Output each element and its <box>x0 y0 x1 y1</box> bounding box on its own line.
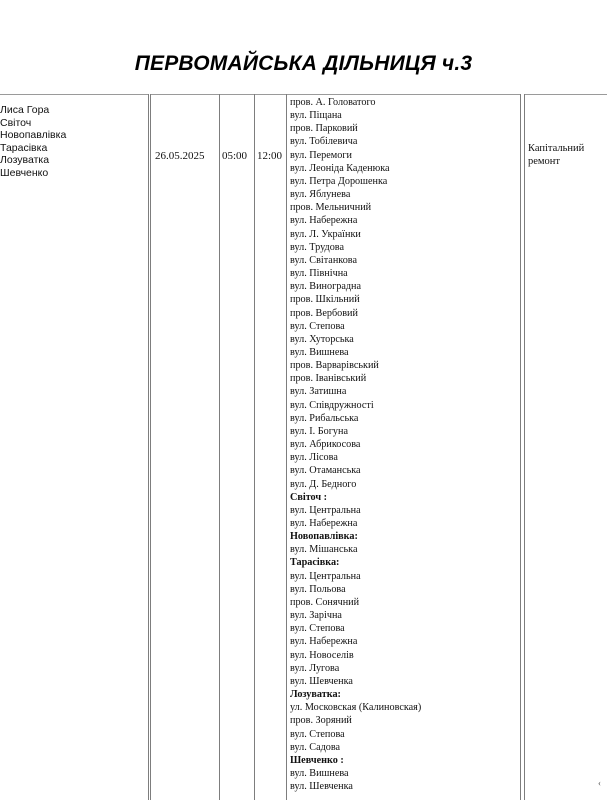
street-item: вул. Польова <box>290 583 346 595</box>
street-item: вул. Тобілевича <box>290 136 358 148</box>
villages-cell <box>0 104 148 179</box>
village-header: Шевченко : <box>290 754 344 766</box>
street-item: вул. Виноградна <box>290 281 362 293</box>
outage-date: 26.05.2025 <box>155 150 205 162</box>
village-name: Шевченко <box>0 166 49 179</box>
street-item: пров. Мельничний <box>290 202 372 214</box>
street-item: вул. І. Богуна <box>290 425 348 437</box>
street-item: вул. Центральна <box>290 570 361 582</box>
work-type-line: ремонт <box>528 155 561 167</box>
street-item: вул. Петра Дорошенка <box>290 175 388 187</box>
street-item: вул. Перемоги <box>290 149 352 161</box>
village-header: Світоч : <box>290 491 328 503</box>
street-item: вул. Співдружності <box>290 399 374 411</box>
street-item: вул. Світанкова <box>290 254 357 266</box>
street-item: вул. Д. Бедного <box>290 478 357 490</box>
street-item: вул. Рибальська <box>290 412 359 424</box>
column-divider <box>148 94 149 800</box>
column-divider <box>219 94 220 800</box>
street-item: вул. Набережна <box>290 518 358 529</box>
street-item: вул. Піщана <box>290 110 342 122</box>
street-item: вул. Трудова <box>290 241 345 253</box>
street-item: пров. Варварівський <box>290 360 379 372</box>
work-type-cell <box>528 143 584 168</box>
street-item: вул. Вишнева <box>290 767 349 779</box>
street-item: вул. Яблунева <box>290 189 351 201</box>
column-divider <box>254 94 255 800</box>
street-item: вул. Степова <box>290 728 345 740</box>
street-item: вул. Леоніда Каденюка <box>290 162 390 174</box>
street-item: ул. Московская (Калиновская) <box>290 702 422 714</box>
street-item: вул. Шевченка <box>290 781 353 793</box>
street-item: вул. Лугова <box>290 662 340 674</box>
street-item: пров. Шкільний <box>290 294 360 306</box>
table-top-border <box>150 94 520 95</box>
page-title: ПЕРВОМАЙСЬКА ДІЛЬНИЦЯ ч.3 <box>134 52 473 75</box>
table-top-border <box>0 94 148 95</box>
column-divider <box>520 94 521 800</box>
street-item: вул. Набережна <box>290 636 358 648</box>
street-item: вул. Отаманська <box>290 465 361 477</box>
table-top-border <box>524 94 607 95</box>
village-header: Новопавлівка: <box>290 531 358 543</box>
street-item: вул. Зарічна <box>290 610 342 622</box>
village-header: Лозуватка: <box>290 689 341 701</box>
street-item: вул. Затишна <box>290 386 347 398</box>
street-item: пров. Іванівський <box>290 373 367 385</box>
street-item: вул. Лісова <box>290 452 338 464</box>
work-type-line: Капітальний <box>528 143 585 154</box>
village-header: Тарасівка: <box>290 557 340 569</box>
village-name: Новопавлівка <box>0 129 67 141</box>
time-to: 12:00 <box>257 150 283 162</box>
street-item: пров. Зоряний <box>290 715 352 727</box>
street-item: пров. А. Головатого <box>290 97 376 108</box>
street-item: вул. Садова <box>290 741 341 753</box>
column-divider <box>150 94 151 800</box>
village-name: Світоч <box>0 116 32 129</box>
street-item: вул. Степова <box>290 320 345 332</box>
street-item: вул. Шевченка <box>290 675 353 687</box>
street-item: вул. Центральна <box>290 504 361 516</box>
village-name: Лиса Гора <box>0 104 50 116</box>
street-item: вул. Північна <box>290 268 348 280</box>
street-item: вул. Мішанська <box>290 544 358 556</box>
street-item: вул. Степова <box>290 623 345 635</box>
time-from: 05:00 <box>222 150 248 162</box>
street-item: вул. Вишнева <box>290 346 349 358</box>
corner-mark: ‹ <box>598 778 601 788</box>
village-name: Лозуватка <box>0 154 50 166</box>
street-item: вул. Хуторська <box>290 333 354 345</box>
street-item: вул. Абрикосова <box>290 439 361 451</box>
village-name: Тарасівка <box>0 141 48 154</box>
street-item: вул. Л. Українки <box>290 228 361 240</box>
column-divider <box>524 94 525 800</box>
street-item: вул. Набережна <box>290 215 358 227</box>
street-item: вул. Новоселів <box>290 649 354 661</box>
street-item: пров. Вербовий <box>290 307 358 319</box>
column-divider <box>286 94 287 800</box>
streets-list <box>290 96 520 793</box>
street-item: пров. Парковий <box>290 123 358 135</box>
street-item: пров. Сонячний <box>290 596 360 608</box>
